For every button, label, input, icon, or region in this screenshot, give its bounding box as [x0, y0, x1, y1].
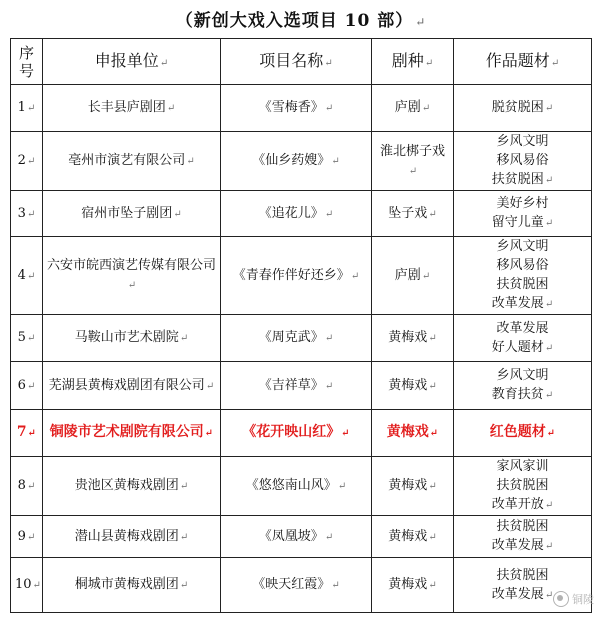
theme-line: 改革发展 [496, 320, 549, 336]
cell-genre: 黄梅戏↵ [372, 410, 454, 457]
theme-line: 扶贫脱困 [496, 478, 549, 493]
theme-line: 美好乡村 [496, 196, 549, 211]
theme-line: 改革发展↵ [491, 296, 554, 311]
cell-project: 《吉祥草》↵ [221, 362, 372, 410]
cell-theme [454, 516, 592, 558]
watermark [553, 591, 594, 607]
theme-line: 移风易俗 [496, 153, 549, 168]
paragraph-mark-icon: ↵ [415, 15, 427, 29]
theme-line: 移风易俗 [496, 258, 549, 273]
cell-no: 4↵ [11, 237, 43, 315]
header-unit: 申报单位↵ [43, 39, 221, 85]
table-row [11, 362, 592, 410]
theme-line: 乡风文明 [496, 134, 549, 149]
cell-unit: 亳州市演艺有限公司↵ [43, 132, 221, 191]
cell-project: 《仙乡药嫂》↵ [221, 132, 372, 191]
theme-line: 扶贫脱困 [496, 567, 549, 583]
cell-genre: 淮北梆子戏↵ [372, 132, 454, 191]
cell-project: 《周克武》↵ [221, 315, 372, 362]
header-genre: 剧种↵ [372, 39, 454, 85]
cell-unit: 长丰县庐剧团↵ [43, 85, 221, 132]
cell-no: 3↵ [11, 191, 43, 237]
cell-unit: 六安市皖西演艺传媒有限公司↵ [43, 237, 221, 315]
table-body [11, 85, 592, 613]
cell-theme [454, 132, 592, 191]
theme-line: 留守儿童↵ [491, 215, 554, 230]
cell-genre: 黄梅戏↵ [372, 315, 454, 362]
table-row [11, 315, 592, 362]
wechat-logo-icon [553, 591, 569, 607]
cell-genre: 黄梅戏↵ [372, 457, 454, 516]
cell-no: 10↵ [11, 558, 43, 613]
watermark-text: 铜陵 [572, 593, 594, 606]
header-theme: 作品题材↵ [454, 39, 592, 85]
theme-line: 扶贫脱困 [496, 277, 549, 292]
cell-project: 《雪梅香》↵ [221, 85, 372, 132]
table-row [11, 457, 592, 516]
theme-line: 好人题材↵ [491, 339, 554, 355]
theme-line: 教育扶贫↵ [491, 387, 554, 402]
cell-genre: 庐剧↵ [372, 237, 454, 315]
page-title-text: （新创大戏入选项目 10 部） [175, 11, 414, 31]
table-row [11, 558, 592, 613]
cell-unit: 贵池区黄梅戏剧团↵ [43, 457, 221, 516]
cell-project: 《追花儿》↵ [221, 191, 372, 237]
cell-no: 1↵ [11, 85, 43, 132]
table-row [11, 237, 592, 315]
theme-line: 改革发展↵ [491, 586, 554, 602]
cell-theme [454, 191, 592, 237]
table-row [11, 132, 592, 191]
cell-unit: 潜山县黄梅戏剧团↵ [43, 516, 221, 558]
cell-unit: 芜湖县黄梅戏剧团有限公司↵ [43, 362, 221, 410]
cell-unit: 铜陵市艺术剧院有限公司↵ [43, 410, 221, 457]
cell-no: 6↵ [11, 362, 43, 410]
cell-project: 《青春作伴好还乡》↵ [221, 237, 372, 315]
project-table [10, 38, 592, 613]
cell-theme [454, 410, 592, 457]
cell-no: 2↵ [11, 132, 43, 191]
page-title [0, 6, 602, 31]
cell-unit: 桐城市黄梅戏剧团↵ [43, 558, 221, 613]
theme-line: 扶贫脱困↵ [491, 172, 554, 187]
theme-line: 红色题材↵ [489, 424, 556, 440]
cell-theme [454, 237, 592, 315]
cell-theme [454, 457, 592, 516]
cell-theme [454, 315, 592, 362]
cell-theme [454, 362, 592, 410]
cell-unit: 马鞍山市艺术剧院↵ [43, 315, 221, 362]
header-no: 序号 [11, 39, 43, 85]
theme-line: 改革开放↵ [491, 497, 554, 512]
cell-unit: 宿州市坠子剧团↵ [43, 191, 221, 237]
theme-line: 扶贫脱困 [496, 519, 549, 534]
table-header-row [11, 39, 592, 85]
table-row [11, 410, 592, 457]
cell-theme [454, 85, 592, 132]
cell-no: 8↵ [11, 457, 43, 516]
theme-line: 乡风文明 [496, 239, 549, 254]
cell-project: 《凤凰坡》↵ [221, 516, 372, 558]
cell-project: 《悠悠南山风》↵ [221, 457, 372, 516]
cell-genre: 庐剧↵ [372, 85, 454, 132]
theme-line: 家风家训 [496, 459, 549, 474]
theme-line: 乡风文明 [496, 368, 549, 383]
theme-line: 脱贫脱困↵ [491, 100, 554, 115]
cell-project: 《映天红霞》↵ [221, 558, 372, 613]
theme-line: 改革发展↵ [491, 538, 554, 553]
header-project: 项目名称↵ [221, 39, 372, 85]
table-row [11, 85, 592, 132]
cell-genre: 黄梅戏↵ [372, 362, 454, 410]
table-row [11, 191, 592, 237]
cell-genre: 黄梅戏↵ [372, 558, 454, 613]
cell-project: 《花开映山红》↵ [221, 410, 372, 457]
table-row [11, 516, 592, 558]
cell-no: 7↵ [11, 410, 43, 457]
cell-no: 9↵ [11, 516, 43, 558]
cell-genre: 坠子戏↵ [372, 191, 454, 237]
cell-no: 5↵ [11, 315, 43, 362]
cell-genre: 黄梅戏↵ [372, 516, 454, 558]
